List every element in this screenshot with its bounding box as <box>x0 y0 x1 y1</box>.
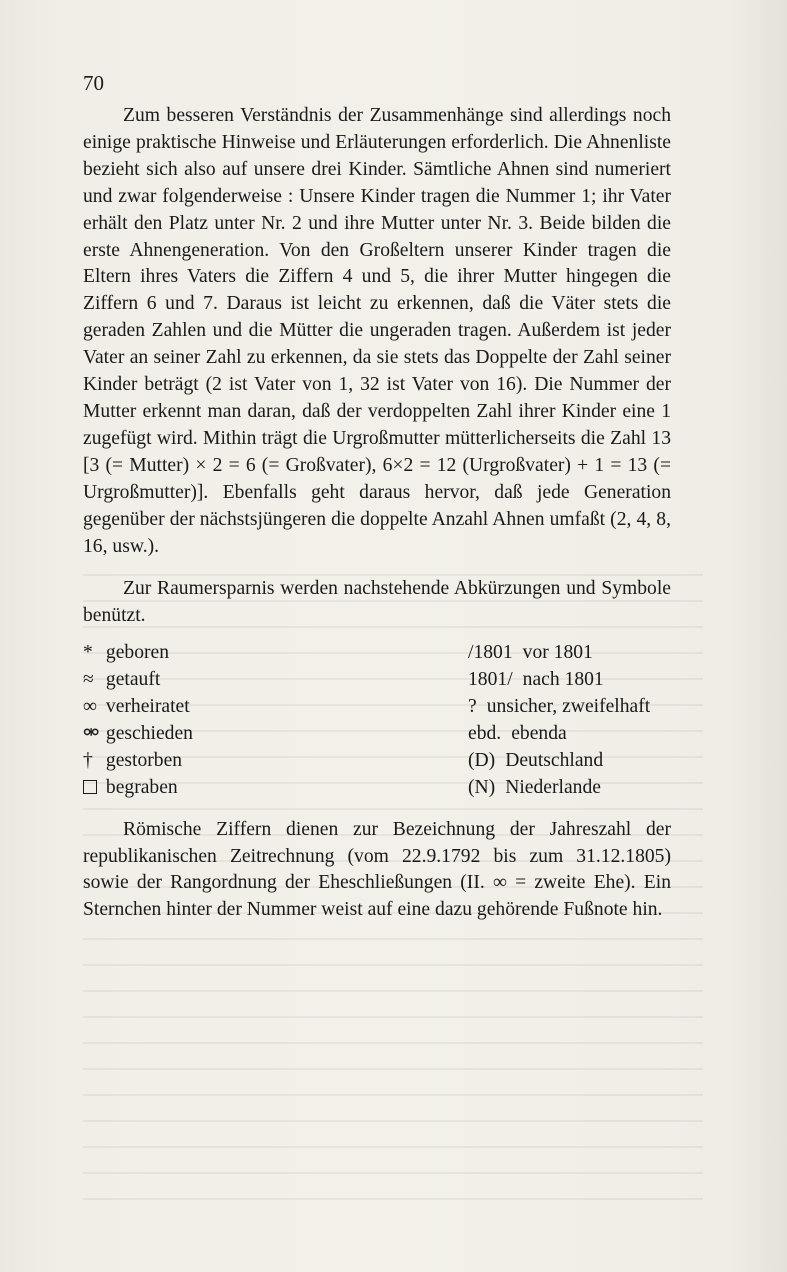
abbreviation-item <box>468 667 671 694</box>
infinity-icon: ∞ <box>83 696 97 718</box>
abbreviation-item <box>468 694 671 721</box>
legend-label: geschieden <box>105 722 193 744</box>
legend-label: geboren <box>105 642 170 664</box>
abbreviation: (D) <box>468 749 496 771</box>
paragraph-abbreviations-intro: Zur Raumersparnis werden nachstehende Abkürzungen und Symbole benützt. <box>83 578 671 627</box>
asterisk-icon: * <box>83 642 93 664</box>
legend-item <box>83 667 468 694</box>
abbreviation-label: Deutschland <box>505 749 604 771</box>
square-icon <box>83 780 97 794</box>
legend-label: verheiratet <box>105 696 190 718</box>
abbreviation-label: nach 1801 <box>522 669 604 691</box>
legend-item <box>83 775 468 802</box>
abbreviation: /1801 <box>468 642 513 664</box>
abbreviation-label: Niederlande <box>505 776 601 798</box>
abbreviation-item <box>468 748 671 775</box>
paragraph-explanation: Zum besseren Verständnis der Zusammenhänge sind allerdings noch einige praktische Hinweise und Erläuterungen erforderlich. Die Ahnenliste bezieht sich also auf unsere drei Kinder. Sämtliche Ahnen sind numeriert und zwar folgenderweise : Unsere Kinder tragen die Nummer 1; ihr Vater erhält den Platz unter Nr. 2 und ihre Mutter unter Nr. 3. Beide bilden die erste Ahnengeneration. Von den Großeltern unserer Kinder tragen die Eltern ihres Vaters die Ziffern 4 und 5, die ihrer Mutter hingegen die Ziffern 6 und 7. Daraus ist leicht zu erkennen, daß die Väter stets die geraden Zahlen und die Mütter die ungeraden tragen. Außerdem ist jeder Vater an seiner Zahl zu erkennen, da sie stets das Doppelte der Zahl seiner Kinder beträgt (2 ist Vater von 1, 32 ist Vater von 16). Die Nummer der Mutter erkennt man daran, daß der verdoppelten Zahl ihrer Kinder eine 1 zugefügt wird. Mithin trägt die Urgroßmutter mütterlicherseits die Zahl 13 [3 (= Mutter) × 2 = 6 (= Großvater), 6×2 = 12 (Urgroßvater) + 1 = 13 (= Urgroßmutter)]. Ebenfalls geht daraus hervor, daß jede Generation gegenüber der nächstsjüngeren die doppelte Anzahl Ahnen umfaßt (2, 4, 8, 16, usw.). <box>83 105 671 557</box>
page-body <box>83 103 671 924</box>
abbreviation: ? <box>468 696 477 718</box>
legend-item <box>83 640 468 667</box>
abbreviation-label: unsicher, zweifelhaft <box>486 696 651 718</box>
abbreviation: (N) <box>468 776 496 798</box>
divorced-icon: ⚮ <box>83 722 100 744</box>
dagger-icon: † <box>83 749 93 771</box>
legend-label: gestorben <box>105 749 183 771</box>
abbreviation: 1801/ <box>468 669 513 691</box>
legend-item <box>83 748 468 775</box>
legend-label: begraben <box>105 776 178 798</box>
approx-icon: ≈ <box>83 669 94 691</box>
abbreviation-label: ebenda <box>511 722 567 744</box>
abbreviation: ebd. <box>468 722 502 744</box>
paragraph-roman-numerals: Römische Ziffern dienen zur Bezeichnung der Jahreszahl der republikanischen Zeitrechnung (vom 22.9.1792 bis zum 31.12.1805) sowie der Rangordnung der Eheschließungen (II. ∞ = zweite Ehe). Ein Sternchen hinter der Nummer weist auf eine dazu gehörende Fußnote hin. <box>83 818 671 921</box>
abbreviation-item <box>468 721 671 748</box>
abbreviation-label: vor 1801 <box>522 642 593 664</box>
abbreviation-item <box>468 640 671 667</box>
abbreviation-item <box>468 775 671 802</box>
legend-item <box>83 721 468 748</box>
legend-item <box>83 694 468 721</box>
legend-label: getauft <box>105 669 161 691</box>
page-number: 70 <box>83 71 104 95</box>
symbol-legend <box>83 640 671 801</box>
